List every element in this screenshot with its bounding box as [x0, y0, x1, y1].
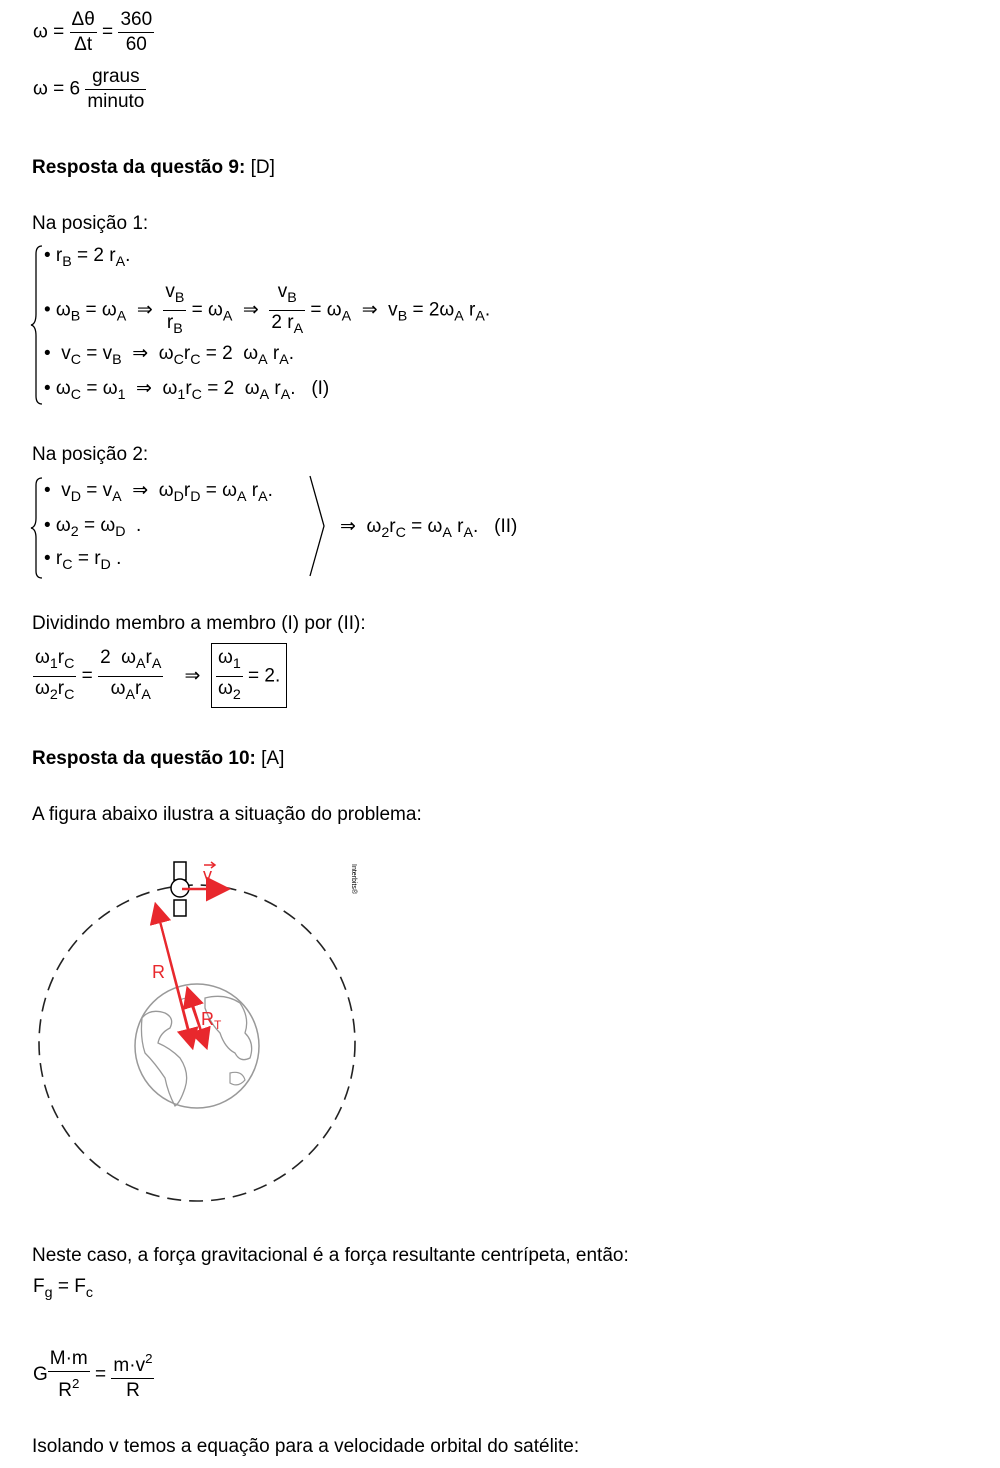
figure-credit: Interbits®	[350, 864, 357, 895]
equation-omega-value: ω = 6 $\frac{\text{graus}}{\text{minuto}}$	[33, 66, 145, 112]
left-brace-icon	[30, 244, 44, 406]
pos1-line-2: • $\omega_B = \omega_A$ ⇒ $\frac{v_B}{r_B}$ = $\omega_A$ ⇒ $\frac{v_B}{2 r_A}$ = $\omega_A$ ⇒ $v_B = 2\omega_A$ $r_A$.	[44, 281, 491, 337]
label-R: R	[152, 962, 165, 982]
label-RT: $R_T$	[201, 1009, 222, 1032]
pos1-line-4: • $\omega_C = \omega_1$ ⇒ $\omega_1r_C = 2$ $\omega_A$ $r_A$. (I)	[44, 378, 330, 403]
right-angle-bracket-icon	[308, 474, 328, 578]
pos2-line-2: • $\omega_2 = \omega_D$ .	[44, 515, 142, 540]
pos2-result: ⇒ $\omega_2r_C = \omega_A$ $r_A$. (II)	[340, 516, 518, 541]
answer-heading-q9: Resposta da questão 9: [D]	[32, 157, 275, 178]
position-2-label: Na posição 2:	[32, 444, 149, 465]
equation-omega-definition: ω = $\frac{\Delta\theta}{\Delta t}$ = $\frac{360}{60}$	[33, 9, 153, 55]
pos2-line-3: • $r_C = r_D$ .	[44, 548, 122, 573]
answer-heading-q10: Resposta da questão 10: [A]	[32, 748, 285, 769]
divide-text: Dividindo membro a membro (I) por (II):	[32, 613, 366, 634]
equation-forces: $F_g = F_c$	[33, 1276, 93, 1301]
centripetal-text: Neste caso, a força gravitacional é a força resultante centrípeta, então:	[32, 1245, 629, 1266]
position-1-label: Na posição 1:	[32, 213, 149, 234]
label-v: v	[203, 865, 212, 885]
figure-intro: A figura abaixo ilustra a situação do problema:	[32, 804, 422, 825]
isolate-text: Isolando v temos a equação para a velocidade orbital do satélite:	[32, 1436, 580, 1457]
equation-gravity: G $\frac{M\cdot m}{R^2}$ = $\frac{m\cdot v^2}{R}$	[33, 1348, 153, 1401]
boxed-result: $\frac{\omega_1}{\omega_2}$ = 2.	[211, 643, 287, 708]
pos2-line-1: • $v_D = v_A$ ⇒ $\omega_Dr_D = \omega_A$ $r_A$.	[44, 480, 273, 505]
left-brace-icon	[30, 476, 44, 580]
pos1-line-1: • $r_B = 2$ $r_A$.	[44, 245, 131, 270]
orbit-figure	[30, 848, 365, 1213]
ratio-equation: $\frac{\omega_1r_C}{\omega_2r_C}$ = $\frac{2 \omega_Ar_A}{\omega_Ar_A}$ ⇒ $\frac{\omega_1}{\omega_2}$ = 2.	[33, 643, 287, 708]
pos1-line-3: • $v_C = v_B$ ⇒ $\omega_Cr_C = 2$ $\omega_A$ $r_A$.	[44, 343, 295, 368]
earth-icon	[135, 984, 259, 1108]
